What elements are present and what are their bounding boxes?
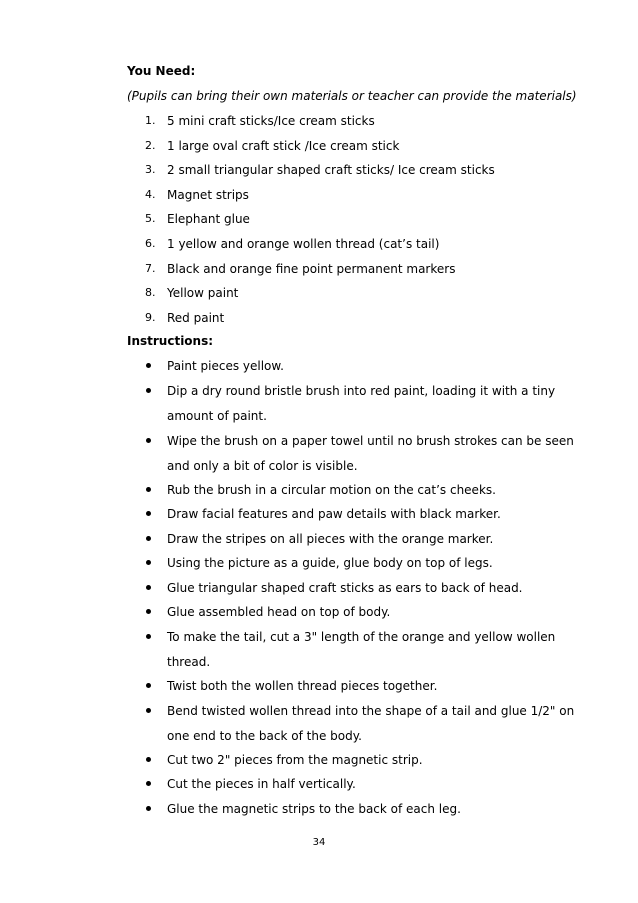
bullet-text-continued: one end to the back of the body. (167, 729, 362, 743)
bullet-icon (145, 383, 153, 399)
list-number: 3. (145, 163, 156, 176)
bullet-text: Wipe the brush on a paper towel until no brush strokes can be seen (167, 434, 574, 448)
instructions-heading: Instructions: (127, 334, 214, 348)
bullet-text: Dip a dry round bristle brush into red paint, loading it with a tiny (167, 384, 556, 398)
bullet-icon (145, 531, 153, 547)
bullet-icon (145, 752, 153, 768)
list-item (0, 261, 560, 277)
bullet-icon (145, 776, 153, 792)
bullet-text: Draw the stripes on all pieces with the orange marker. (167, 532, 494, 546)
bullet-icon (145, 482, 153, 498)
page-number: 34 (312, 837, 326, 848)
bullet-icon (145, 629, 153, 645)
bullet-icon (145, 703, 153, 719)
bullet-text-continued: amount of paint. (167, 409, 267, 423)
list-item (0, 211, 560, 227)
bullet-text: Paint pieces yellow. (167, 359, 284, 373)
list-item-text: Elephant glue (167, 212, 250, 226)
list-number: 1. (145, 114, 156, 127)
bullet-text: Cut two 2" pieces from the magnetic strip. (167, 753, 423, 767)
bullet-icon (145, 678, 153, 694)
list-number: 7. (145, 262, 156, 275)
list-item-text: 1 yellow and orange wollen thread (cat’s tail) (167, 237, 440, 251)
list-number: 2. (145, 139, 156, 152)
bullet-text: Glue the magnetic strips to the back of each leg. (167, 802, 461, 816)
bullet-icon (145, 580, 153, 596)
list-item (0, 310, 560, 326)
bullet-text-continued: and only a bit of color is visible. (167, 459, 358, 473)
list-item-text: 1 large oval craft stick /Ice cream stick (167, 139, 400, 153)
list-number: 5. (145, 212, 156, 225)
bullet-text: To make the tail, cut a 3" length of the orange and yellow wollen (167, 630, 556, 644)
bullet-text-continued: thread. (167, 655, 211, 669)
bullet-icon (145, 801, 153, 817)
bullet-text: Glue triangular shaped craft sticks as ears to back of head. (167, 581, 523, 595)
list-item (0, 138, 560, 154)
list-item-text: Yellow paint (167, 286, 239, 300)
bullet-icon (145, 506, 153, 522)
list-item (0, 236, 560, 252)
bullet-text: Glue assembled head on top of body. (167, 605, 391, 619)
list-number: 9. (145, 311, 156, 324)
list-item (0, 187, 560, 203)
you-need-heading: You Need: (127, 64, 196, 78)
bullet-icon (145, 555, 153, 571)
bullet-text: Bend twisted wollen thread into the shape of a tail and glue 1/2" on (167, 704, 575, 718)
list-item-text: 5 mini craft sticks/Ice cream sticks (167, 114, 375, 128)
list-number: 6. (145, 237, 156, 250)
list-number: 4. (145, 188, 156, 201)
bullet-text: Twist both the wollen thread pieces together. (167, 679, 438, 693)
list-item-text: Red paint (167, 311, 225, 325)
bullet-text: Draw facial features and paw details with black marker. (167, 507, 501, 521)
bullet-text: Rub the brush in a circular motion on the cat’s cheeks. (167, 483, 496, 497)
list-item (0, 162, 560, 178)
bullet-text: Cut the pieces in half vertically. (167, 777, 356, 791)
bullet-icon (145, 433, 153, 449)
list-number: 8. (145, 286, 156, 299)
list-item-text: Black and orange fine point permanent markers (167, 262, 456, 276)
list-item (0, 285, 560, 301)
list-item-text: Magnet strips (167, 188, 249, 202)
list-item-text: 2 small triangular shaped craft sticks/ Ice cream sticks (167, 163, 495, 177)
bullet-icon (145, 604, 153, 620)
bullet-icon (145, 358, 153, 374)
materials-note: (Pupils can bring their own materials or teacher can provide the materials) (127, 89, 577, 103)
bullet-text: Using the picture as a guide, glue body on top of legs. (167, 556, 493, 570)
list-item (0, 113, 560, 129)
